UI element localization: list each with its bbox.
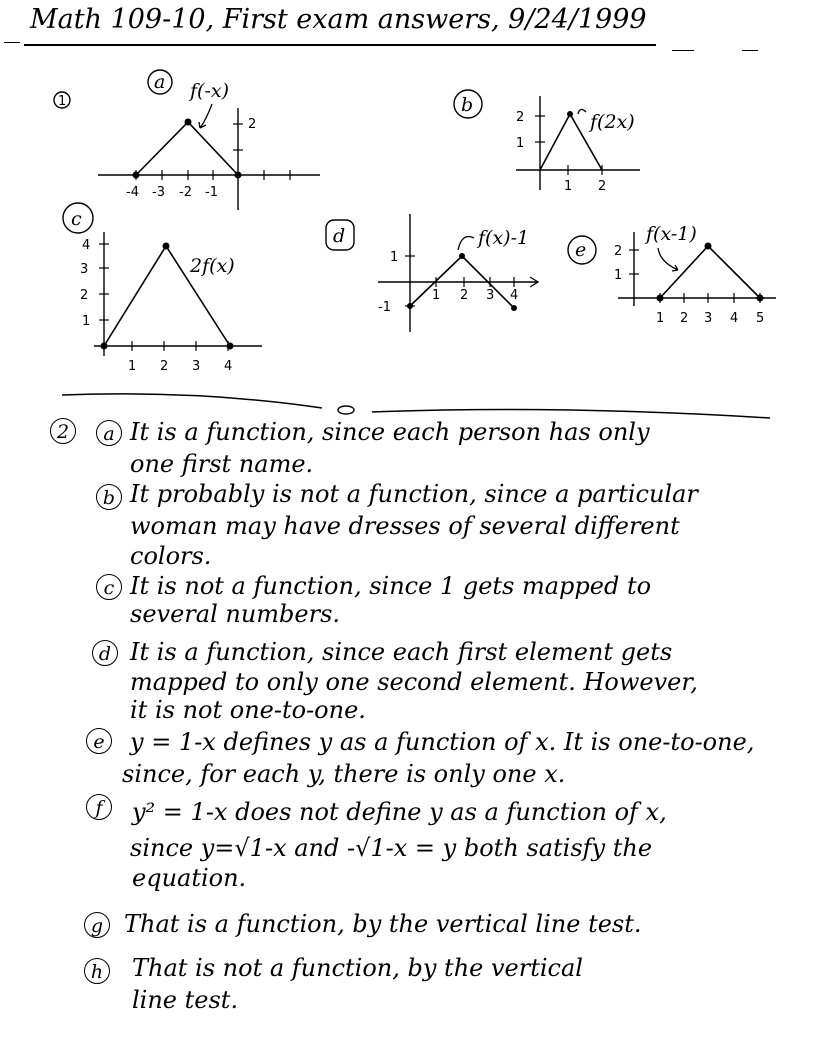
graph-c-y-tick: 4 xyxy=(82,238,91,253)
problem1-graphs xyxy=(0,0,832,420)
graph-c-x-tick: 2 xyxy=(160,359,169,374)
graph-a-y-tick: 2 xyxy=(248,117,257,132)
graph-a-x-tick: -4 xyxy=(126,185,139,200)
graph-c-x-tick: 4 xyxy=(224,359,233,374)
graph-e-label: f(x-1) xyxy=(646,223,697,245)
answer-b-letter: b xyxy=(96,484,122,510)
graph-c-y-tick: 2 xyxy=(80,288,89,303)
answer-d-line: it is not one-to-one. xyxy=(130,696,366,724)
graph-e-y-tick: 1 xyxy=(614,268,623,283)
graph-e-y-tick: 2 xyxy=(614,244,623,259)
answer-d-line: mapped to only one second element. However, xyxy=(130,668,698,696)
answer-f-line: y² = 1-x does not define y as a function of x, xyxy=(132,798,667,826)
graph-c-letter: c xyxy=(71,208,82,230)
answer-b-line: It probably is not a function, since a particular xyxy=(130,480,698,508)
page-title: Math 109-10, First exam answers, 9/24/1999 xyxy=(30,4,647,35)
graph-e-x-tick: 2 xyxy=(680,311,689,326)
graph-c-y-tick: 3 xyxy=(80,262,89,277)
section-separator xyxy=(372,410,770,418)
answer-c-letter: c xyxy=(96,574,122,600)
graph-a-x-tick: -2 xyxy=(179,185,192,200)
graph-b-x-tick: 1 xyxy=(564,179,573,194)
graph-e-x-tick: 3 xyxy=(704,311,713,326)
separator-mark xyxy=(338,406,354,414)
graph-a-curve xyxy=(136,122,238,175)
graph-d-x-tick: 3 xyxy=(486,288,495,303)
graph-e-curve xyxy=(660,246,760,298)
graph-e-letter: e xyxy=(575,239,587,261)
answer-a-line: It is a function, since each person has only xyxy=(130,418,650,446)
answer-h-line: That is not a function, by the vertical xyxy=(132,954,583,982)
answer-h-line: line test. xyxy=(132,986,239,1014)
section-separator xyxy=(62,394,322,408)
graph-d-label: f(x)-1 xyxy=(478,227,530,249)
graph-e-x-tick: 4 xyxy=(730,311,739,326)
answer-g-letter: g xyxy=(84,912,110,938)
graph-e xyxy=(568,223,776,326)
graph-c-x-tick: 3 xyxy=(192,359,201,374)
graph-b-y-tick: 1 xyxy=(516,136,525,151)
problem2-number-text: 2 xyxy=(50,418,76,444)
answer-e-letter: e xyxy=(86,728,112,754)
graph-d-x-tick: 4 xyxy=(510,288,519,303)
graph-c xyxy=(63,203,262,374)
graph-a-x-tick: -1 xyxy=(205,185,218,200)
answer-g-line: That is a function, by the vertical line test. xyxy=(124,910,642,938)
graph-d-y-tick: -1 xyxy=(378,300,391,315)
graph-a-label: f(-x) xyxy=(190,80,229,102)
graph-e-x-tick: 1 xyxy=(656,311,665,326)
answer-c-line: It is not a function, since 1 gets mapped to xyxy=(130,572,652,600)
answer-b-line: colors. xyxy=(130,542,212,570)
problem1-number-text: 1 xyxy=(58,94,67,109)
graph-d xyxy=(326,214,538,332)
graph-a xyxy=(98,70,320,210)
answer-h-letter: h xyxy=(84,958,110,984)
graph-d-x-tick: 1 xyxy=(432,288,441,303)
answer-b-line: woman may have dresses of several different xyxy=(130,512,680,540)
graph-c-x-tick: 1 xyxy=(128,359,137,374)
answer-a-letter: a xyxy=(96,420,122,446)
answer-f-line: equation. xyxy=(132,864,247,892)
graph-b xyxy=(454,90,640,194)
graph-c-label: 2f(x) xyxy=(190,255,235,277)
graph-d-x-tick: 2 xyxy=(460,288,469,303)
answer-d-line: It is a function, since each first element gets xyxy=(130,638,673,666)
answer-d-letter: d xyxy=(92,640,118,666)
answer-a-line: one first name. xyxy=(130,450,314,478)
graph-b-x-tick: 2 xyxy=(598,179,607,194)
graph-a-arrow xyxy=(200,104,212,128)
answer-e-line: y = 1-x defines y as a function of x. It is one-to-one, xyxy=(130,728,755,756)
graph-e-x-tick: 5 xyxy=(756,311,765,326)
graph-b-y-tick: 2 xyxy=(516,110,525,125)
problem2-number xyxy=(50,418,76,444)
graph-a-letter: a xyxy=(154,71,166,93)
problem1-number xyxy=(54,92,70,109)
graph-a-x-tick: -3 xyxy=(152,185,165,200)
graph-c-y-tick: 1 xyxy=(82,314,91,329)
answer-f-letter: f xyxy=(86,794,112,820)
graph-d-y-tick: 1 xyxy=(390,250,399,265)
graph-d-letter: d xyxy=(333,225,346,247)
graph-b-letter: b xyxy=(461,94,474,116)
graph-b-label: f(2x) xyxy=(590,111,635,133)
answer-f-line: since y=√1-x and -√1-x = y both satisfy the xyxy=(130,834,653,862)
answer-c-line: several numbers. xyxy=(130,600,341,628)
answer-e-line: since, for each y, there is only one x. xyxy=(122,760,566,788)
